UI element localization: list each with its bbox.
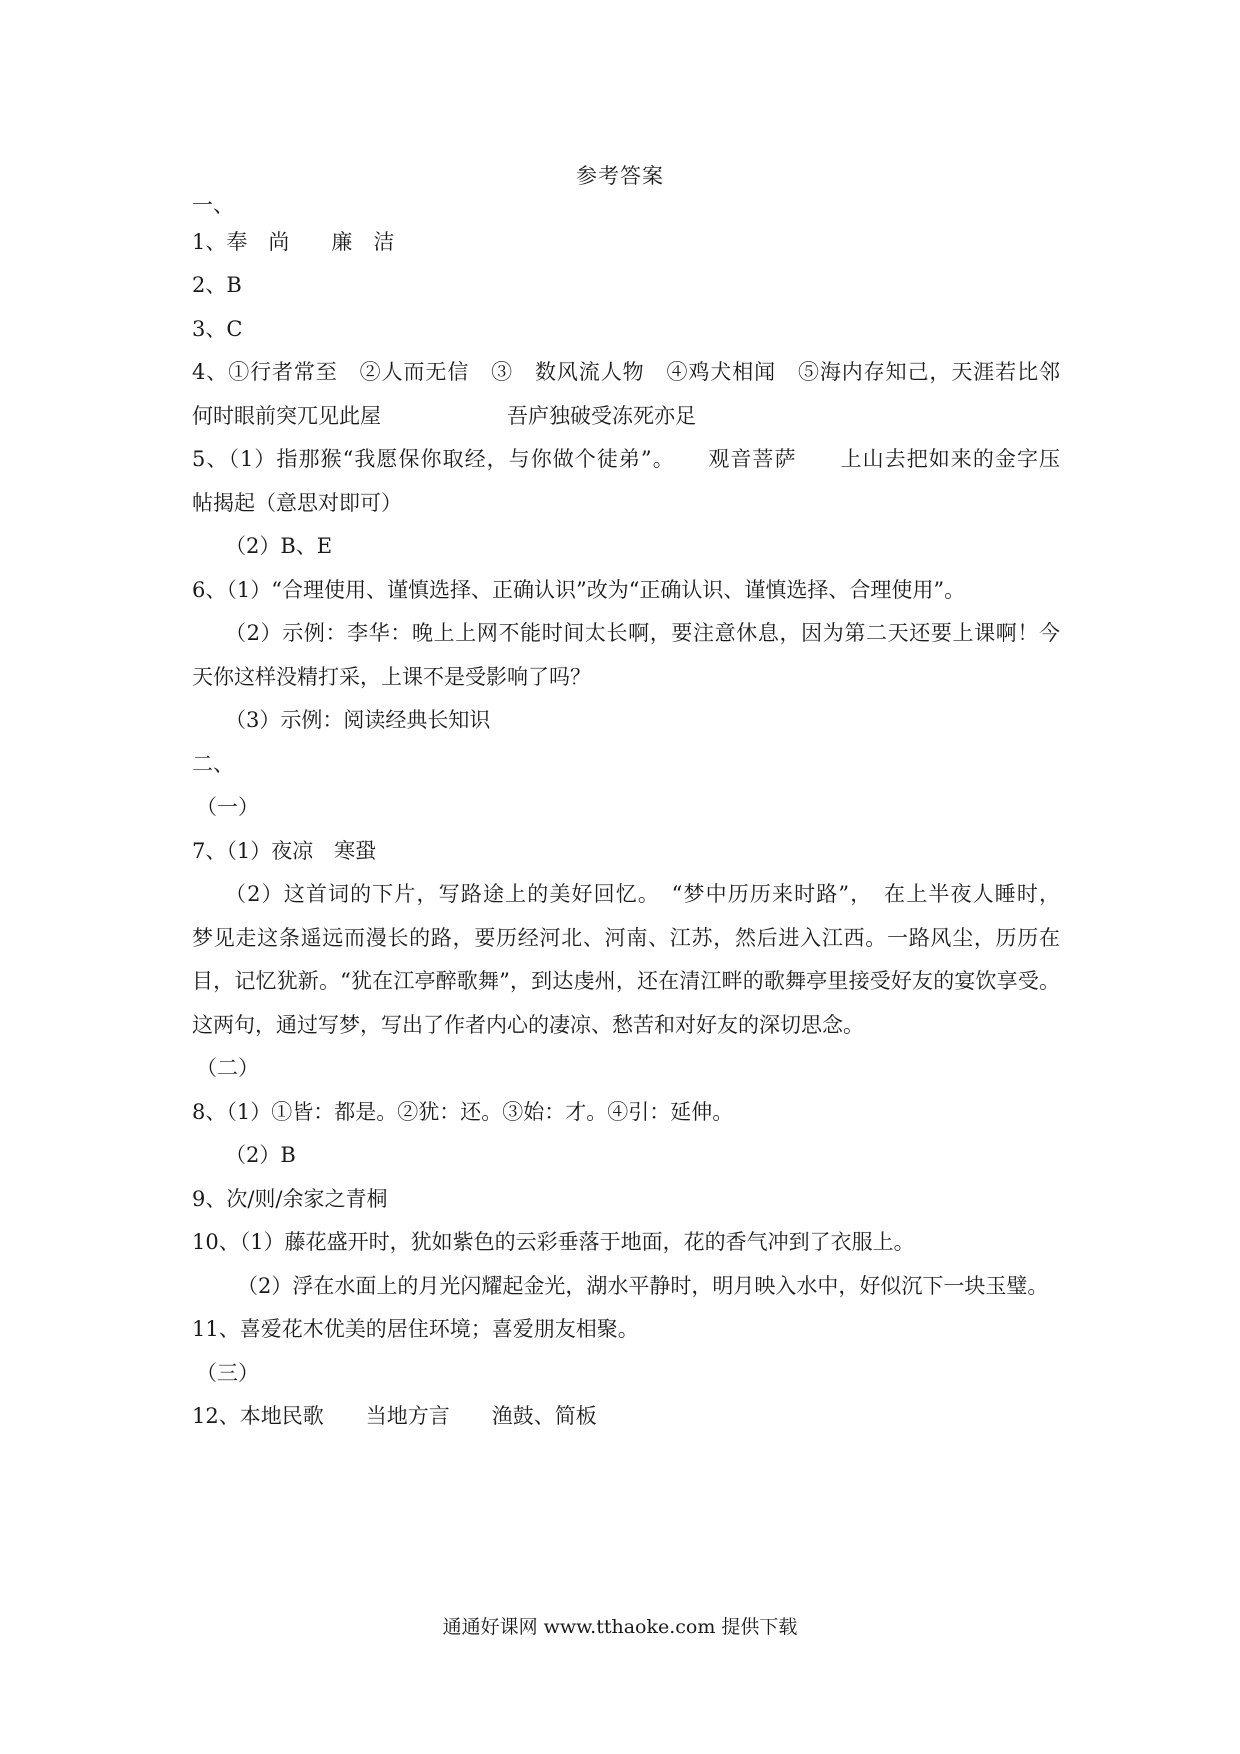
section-heading: 一、 [192, 193, 234, 217]
answer-line: 9、次/则/余家之青桐 [192, 1187, 388, 1211]
answer-line: 4、①行者常至 ②人而无信 ③ 数风流人物 ④鸡犬相闻 ⑤海内存知己，天涯若比邻 [192, 360, 1060, 384]
answer-line: 何时眼前突兀见此屋 吾庐独破受冻死亦足 [192, 404, 696, 428]
answer-line: 12、本地民歌 当地方言 渔鼓、简板 [192, 1404, 597, 1428]
answer-line: 6、（1）“合理使用、谨慎选择、正确认识”改为“正确认识、谨慎选择、合理使用”。 [192, 578, 966, 602]
answer-line: （2）示例：李华：晚上上网不能时间太长啊，要注意休息，因为第二天还要上课啊！今 [225, 621, 1060, 645]
answer-line: 2、B [192, 273, 242, 297]
answer-line: （2）B [225, 1143, 296, 1167]
answer-line: 5、（1）指那猴“我愿保你取经，与你做个徒弟”。 观音菩萨 上山去把如来的金字压 [192, 447, 1060, 471]
answer-line: 帖揭起（意思对即可） [192, 491, 402, 515]
answer-line: 梦见走这条遥远而漫长的路，要历经河北、河南、江苏，然后进入江西。一路风尘，历历在 [192, 926, 1060, 950]
answer-line: 3、C [192, 317, 243, 341]
answer-line: 10、（1）藤花盛开时，犹如紫色的云彩垂落于地面，花的香气冲到了衣服上。 [192, 1230, 915, 1254]
answer-line: 这两句，通过写梦，写出了作者内心的凄凉、愁苦和对好友的深切思念。 [192, 1013, 864, 1037]
answer-line: （3）示例：阅读经典长知识 [225, 708, 491, 732]
answer-line: 天你这样没精打采，上课不是受影响了吗？ [192, 665, 591, 689]
answer-line: （2）浮在水面上的月光闪耀起金光，湖水平静时，明月映入水中，好似沉下一块玉璧。 [237, 1274, 1049, 1298]
answer-line: 目，记忆犹新。“犹在江亭醉歌舞”，到达虔州，还在清江畔的歌舞亭里接受好友的宴饮享受。 [192, 969, 1060, 993]
answer-line: （2）B、E [225, 534, 333, 558]
subsection-heading: （三） [196, 1361, 259, 1385]
subsection-heading: （二） [196, 1056, 259, 1080]
answer-line: （2）这首词的下片，写路途上的美好回忆。 “梦中历历来时路”， 在上半夜人睡时， [225, 882, 1060, 906]
subsection-heading: （一） [196, 795, 259, 819]
answer-line: 8、（1）①皆：都是。②犹：还。③始：才。④引：延伸。 [192, 1100, 734, 1124]
page-footer: 通通好课网 www.tthaoke.com 提供下载 [442, 1616, 798, 1638]
answer-line: 1、奉 尚 廉 洁 [192, 230, 395, 254]
page-title: 参考答案 [576, 164, 664, 188]
answer-line: 7、（1）夜凉 寒蛩 [192, 839, 377, 863]
section-heading: 二、 [192, 752, 234, 776]
answer-line: 11、喜爱花木优美的居住环境；喜爱朋友相聚。 [192, 1317, 639, 1341]
